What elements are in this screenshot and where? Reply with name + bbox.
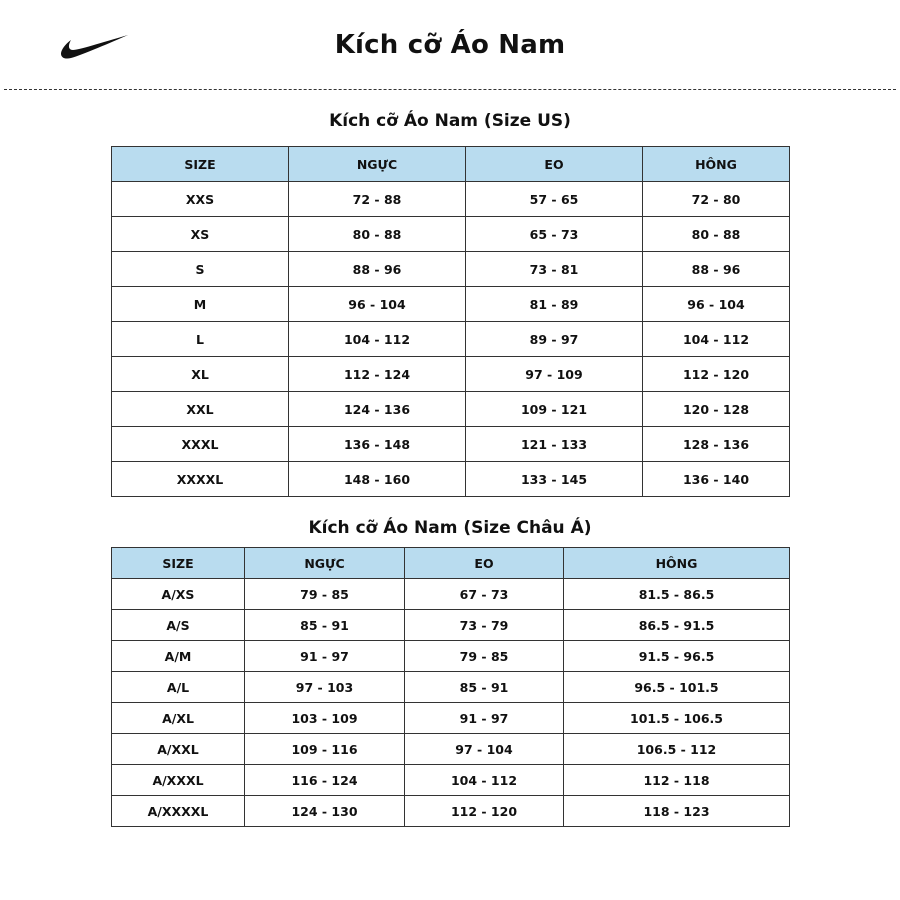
cell-waist: 89 - 97 bbox=[466, 322, 643, 357]
cell-waist: 91 - 97 bbox=[405, 703, 564, 734]
cell-chest: 80 - 88 bbox=[289, 217, 466, 252]
cell-size: XXXL bbox=[112, 427, 289, 462]
table-row bbox=[112, 287, 790, 322]
cell-size: M bbox=[112, 287, 289, 322]
cell-size: A/XXL bbox=[112, 734, 245, 765]
cell-size: XXL bbox=[112, 392, 289, 427]
cell-size: XL bbox=[112, 357, 289, 392]
cell-chest: 72 - 88 bbox=[289, 182, 466, 217]
cell-size: A/M bbox=[112, 641, 245, 672]
cell-size: L bbox=[112, 322, 289, 357]
cell-hip: 72 - 80 bbox=[643, 182, 790, 217]
column-header-waist: EO bbox=[405, 548, 564, 579]
cell-hip: 86.5 - 91.5 bbox=[564, 610, 790, 641]
cell-waist: 104 - 112 bbox=[405, 765, 564, 796]
cell-hip: 118 - 123 bbox=[564, 796, 790, 827]
cell-waist: 112 - 120 bbox=[405, 796, 564, 827]
table-row bbox=[112, 217, 790, 252]
cell-waist: 73 - 81 bbox=[466, 252, 643, 287]
table-header-row bbox=[112, 147, 790, 182]
table-row bbox=[112, 357, 790, 392]
us-size-table bbox=[111, 146, 790, 497]
cell-hip: 112 - 118 bbox=[564, 765, 790, 796]
cell-waist: 97 - 104 bbox=[405, 734, 564, 765]
column-header-hip: HÔNG bbox=[564, 548, 790, 579]
cell-hip: 104 - 112 bbox=[643, 322, 790, 357]
cell-hip: 88 - 96 bbox=[643, 252, 790, 287]
asia-size-section-title: Kích cỡ Áo Nam (Size Châu Á) bbox=[308, 518, 592, 538]
cell-waist: 67 - 73 bbox=[405, 579, 564, 610]
cell-size: A/XS bbox=[112, 579, 245, 610]
cell-chest: 116 - 124 bbox=[245, 765, 405, 796]
cell-chest: 148 - 160 bbox=[289, 462, 466, 497]
cell-chest: 112 - 124 bbox=[289, 357, 466, 392]
cell-waist: 97 - 109 bbox=[466, 357, 643, 392]
column-header-hip: HÔNG bbox=[643, 147, 790, 182]
table-row bbox=[112, 322, 790, 357]
cell-chest: 85 - 91 bbox=[245, 610, 405, 641]
cell-hip: 136 - 140 bbox=[643, 462, 790, 497]
cell-chest: 103 - 109 bbox=[245, 703, 405, 734]
cell-hip: 91.5 - 96.5 bbox=[564, 641, 790, 672]
cell-hip: 80 - 88 bbox=[643, 217, 790, 252]
table-row bbox=[112, 427, 790, 462]
column-header-chest: NGỰC bbox=[245, 548, 405, 579]
cell-chest: 104 - 112 bbox=[289, 322, 466, 357]
table-row bbox=[112, 641, 790, 672]
cell-chest: 88 - 96 bbox=[289, 252, 466, 287]
cell-size: XXXXL bbox=[112, 462, 289, 497]
cell-size: XXS bbox=[112, 182, 289, 217]
us-size-section-title: Kích cỡ Áo Nam (Size US) bbox=[329, 111, 571, 131]
cell-hip: 120 - 128 bbox=[643, 392, 790, 427]
cell-size: S bbox=[112, 252, 289, 287]
table-row bbox=[112, 796, 790, 827]
table-row bbox=[112, 610, 790, 641]
cell-hip: 96 - 104 bbox=[643, 287, 790, 322]
cell-chest: 96 - 104 bbox=[289, 287, 466, 322]
cell-waist: 79 - 85 bbox=[405, 641, 564, 672]
table-row bbox=[112, 734, 790, 765]
asia-size-table bbox=[111, 547, 790, 827]
cell-chest: 91 - 97 bbox=[245, 641, 405, 672]
cell-waist: 121 - 133 bbox=[466, 427, 643, 462]
cell-size: A/XXXL bbox=[112, 765, 245, 796]
table-row bbox=[112, 672, 790, 703]
cell-chest: 136 - 148 bbox=[289, 427, 466, 462]
table-row bbox=[112, 703, 790, 734]
page-title: Kích cỡ Áo Nam bbox=[334, 30, 566, 60]
column-header-size: SIZE bbox=[112, 548, 245, 579]
cell-chest: 109 - 116 bbox=[245, 734, 405, 765]
table-row bbox=[112, 392, 790, 427]
cell-waist: 65 - 73 bbox=[466, 217, 643, 252]
column-header-waist: EO bbox=[466, 147, 643, 182]
cell-hip: 101.5 - 106.5 bbox=[564, 703, 790, 734]
cell-size: A/S bbox=[112, 610, 245, 641]
cell-chest: 97 - 103 bbox=[245, 672, 405, 703]
dashed-divider bbox=[4, 89, 896, 90]
cell-waist: 57 - 65 bbox=[466, 182, 643, 217]
cell-hip: 128 - 136 bbox=[643, 427, 790, 462]
column-header-chest: NGỰC bbox=[289, 147, 466, 182]
cell-waist: 109 - 121 bbox=[466, 392, 643, 427]
table-row bbox=[112, 765, 790, 796]
cell-chest: 124 - 130 bbox=[245, 796, 405, 827]
cell-hip: 96.5 - 101.5 bbox=[564, 672, 790, 703]
cell-hip: 81.5 - 86.5 bbox=[564, 579, 790, 610]
column-header-size: SIZE bbox=[112, 147, 289, 182]
cell-chest: 124 - 136 bbox=[289, 392, 466, 427]
table-row bbox=[112, 462, 790, 497]
cell-size: A/L bbox=[112, 672, 245, 703]
table-row bbox=[112, 252, 790, 287]
cell-hip: 112 - 120 bbox=[643, 357, 790, 392]
table-row bbox=[112, 182, 790, 217]
cell-chest: 79 - 85 bbox=[245, 579, 405, 610]
cell-waist: 73 - 79 bbox=[405, 610, 564, 641]
table-header-row bbox=[112, 548, 790, 579]
cell-size: XS bbox=[112, 217, 289, 252]
cell-waist: 133 - 145 bbox=[466, 462, 643, 497]
cell-hip: 106.5 - 112 bbox=[564, 734, 790, 765]
cell-waist: 85 - 91 bbox=[405, 672, 564, 703]
cell-waist: 81 - 89 bbox=[466, 287, 643, 322]
table-row bbox=[112, 579, 790, 610]
cell-size: A/XXXXL bbox=[112, 796, 245, 827]
cell-size: A/XL bbox=[112, 703, 245, 734]
